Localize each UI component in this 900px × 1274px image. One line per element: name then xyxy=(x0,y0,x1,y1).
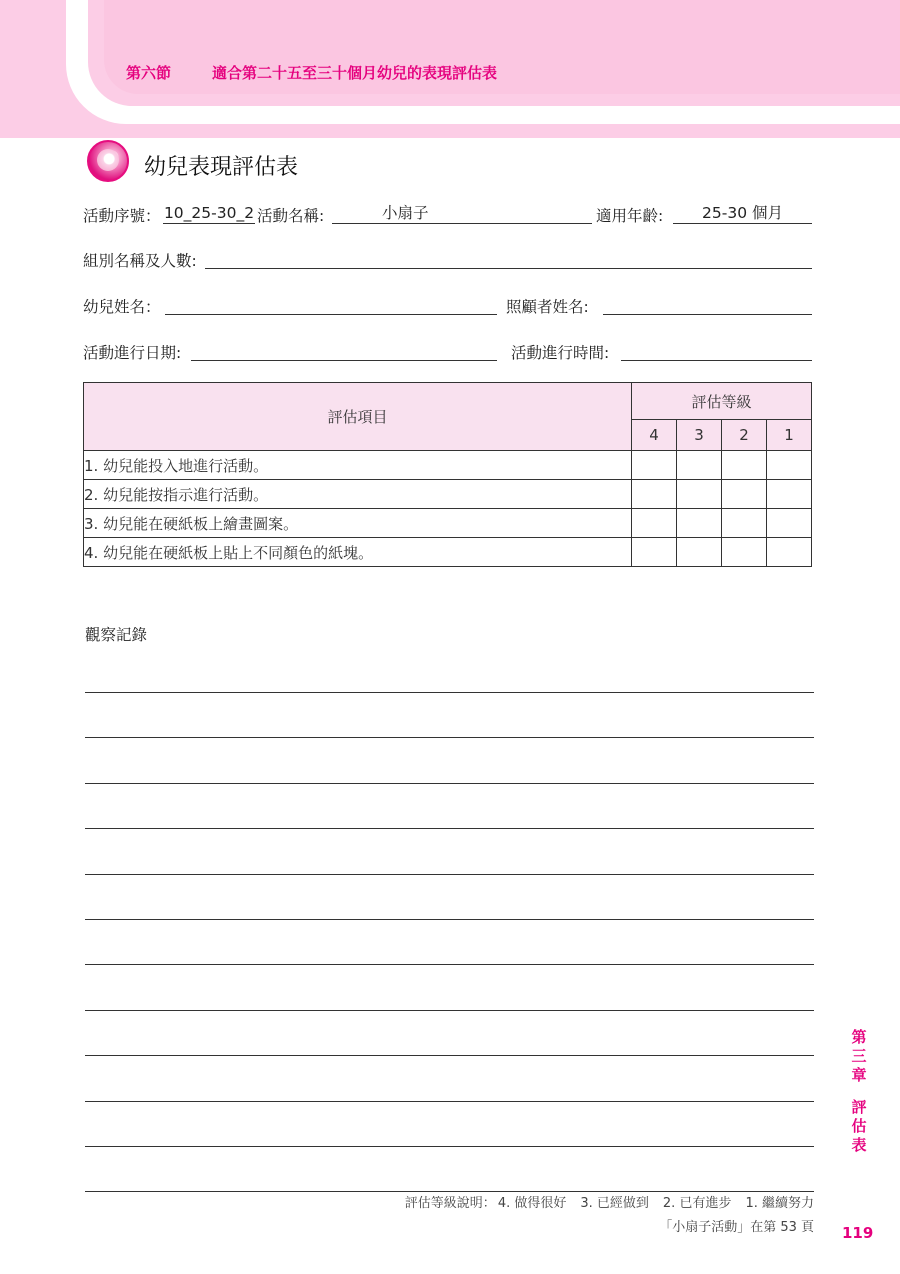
item-header: 評估項目 xyxy=(84,383,632,451)
section-title: 適合第二十五至三十個月幼兒的表現評估表 xyxy=(212,64,498,82)
observation-line[interactable] xyxy=(85,783,814,784)
item-label: 1. 幼兒能投入地進行活動。 xyxy=(84,451,632,480)
rating-cell[interactable] xyxy=(767,480,812,509)
page-title: 幼兒表現評估表 xyxy=(144,155,299,180)
rating-cell[interactable] xyxy=(722,451,767,480)
legend-item: 4. 做得很好 xyxy=(497,1196,567,1211)
table-row xyxy=(84,509,812,538)
rating-cell[interactable] xyxy=(767,509,812,538)
evaluation-table xyxy=(83,382,812,567)
side-chapter: 第三章 xyxy=(851,1028,867,1084)
rating-cell[interactable] xyxy=(722,509,767,538)
age-label: 適用年齡: xyxy=(596,207,664,225)
legend-item: 1. 繼續努力 xyxy=(745,1196,814,1211)
observation-line[interactable] xyxy=(85,828,814,829)
rating-cell[interactable] xyxy=(677,509,722,538)
carer-name-field[interactable] xyxy=(603,294,812,315)
level-4-header: 4 xyxy=(632,420,677,451)
page-number: 119 xyxy=(842,1224,874,1242)
observation-line[interactable] xyxy=(85,1055,814,1056)
child-name-field[interactable] xyxy=(165,294,497,315)
observation-line[interactable] xyxy=(85,1146,814,1147)
level-1-header: 1 xyxy=(767,420,812,451)
legend-item: 3. 已經做到 xyxy=(580,1196,649,1211)
date-field[interactable] xyxy=(191,340,497,361)
observation-line[interactable] xyxy=(85,964,814,965)
item-label: 2. 幼兒能按指示進行活動。 xyxy=(84,480,632,509)
time-label: 活動進行時間: xyxy=(511,344,610,362)
section-label: 第六節 xyxy=(126,64,172,82)
rating-cell[interactable] xyxy=(677,480,722,509)
observation-line[interactable] xyxy=(85,1101,814,1102)
table-row xyxy=(84,480,812,509)
side-section: 評估表 xyxy=(851,1098,867,1154)
group-field[interactable] xyxy=(205,248,812,269)
rating-cell[interactable] xyxy=(632,509,677,538)
rating-cell[interactable] xyxy=(722,480,767,509)
rating-cell[interactable] xyxy=(632,538,677,567)
group-label: 組別名稱及人數: xyxy=(83,252,197,270)
rating-cell[interactable] xyxy=(767,538,812,567)
rating-cell[interactable] xyxy=(632,480,677,509)
activity-no-label: 活動序號： xyxy=(83,207,161,225)
observation-title: 觀察記錄 xyxy=(85,626,148,644)
activity-name-field[interactable] xyxy=(332,203,592,224)
rating-cell[interactable] xyxy=(677,538,722,567)
rating-cell[interactable] xyxy=(632,451,677,480)
legend-label: 評估等級說明： xyxy=(404,1196,496,1211)
rating-cell[interactable] xyxy=(767,451,812,480)
pink-circle-icon xyxy=(87,140,129,182)
observation-line[interactable] xyxy=(85,692,814,693)
time-field[interactable] xyxy=(621,340,812,361)
level-header: 評估等級 xyxy=(632,383,812,420)
table-row xyxy=(84,538,812,567)
observation-line[interactable] xyxy=(85,737,814,738)
activity-no-field[interactable]: 10_25-30_2 xyxy=(163,204,255,222)
age-field[interactable]: 25-30 個月 xyxy=(673,203,812,224)
observation-line[interactable] xyxy=(85,1010,814,1011)
activity-name-value: 小扇子 xyxy=(382,204,429,222)
child-name-label: 幼兒姓名： xyxy=(83,298,161,316)
observation-line[interactable] xyxy=(85,874,814,875)
rating-cell[interactable] xyxy=(722,538,767,567)
item-label: 4. 幼兒能在硬紙板上貼上不同顏色的紙塊。 xyxy=(84,538,632,567)
rating-legend xyxy=(405,1192,814,1211)
activity-name-label: 活動名稱: xyxy=(257,207,325,225)
table-row xyxy=(84,451,812,480)
observation-line[interactable] xyxy=(85,919,814,920)
rating-cell[interactable] xyxy=(677,451,722,480)
legend-item: 2. 已有進步 xyxy=(662,1196,732,1211)
carer-name-label: 照顧者姓名: xyxy=(506,298,589,316)
date-label: 活動進行日期: xyxy=(83,344,182,362)
level-2-header: 2 xyxy=(722,420,767,451)
activity-reference: 「小扇子活動」在第 53 頁 xyxy=(659,1220,814,1235)
item-label: 3. 幼兒能在硬紙板上繪畫圖案。 xyxy=(84,509,632,538)
level-3-header: 3 xyxy=(677,420,722,451)
